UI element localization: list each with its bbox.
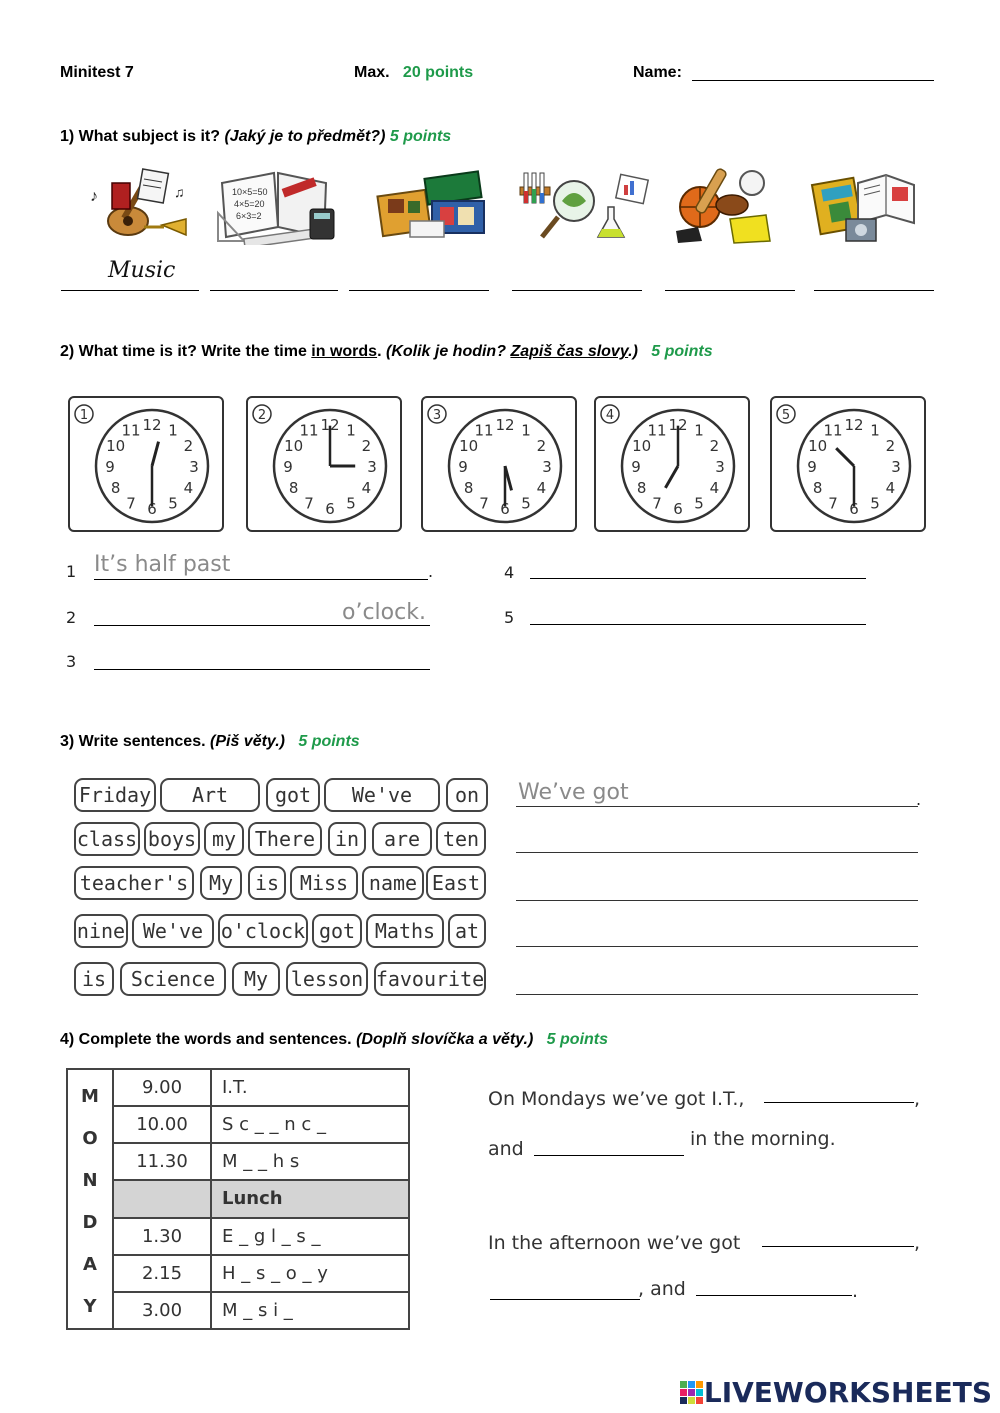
time-example-2: o’clock.	[342, 600, 426, 625]
word-tile[interactable]: There	[248, 822, 322, 856]
example-sentence: We’ve got	[518, 780, 629, 805]
clock-number: 3	[367, 458, 377, 476]
word-tile[interactable]: got	[312, 914, 362, 948]
monday-sentence-3: In the afternoon we’ve got	[488, 1232, 741, 1254]
question-4-heading: 4) Complete the words and sentences. (Doplň slovíčka a věty.) 5 points	[60, 1031, 609, 1048]
sentence-answer-5[interactable]	[516, 994, 918, 995]
timetable-subject-blank[interactable]: S c _ _ n c _	[211, 1106, 409, 1143]
english-books-icon	[810, 163, 922, 245]
word-tile[interactable]: name	[362, 866, 424, 900]
question-2-heading: 2) What time is it? Write the time in words. (Kolik je hodin? Zapiš čas slovy.) 5 points	[60, 343, 713, 360]
word-tile[interactable]: Science	[120, 962, 226, 996]
word-tile[interactable]: East	[426, 866, 486, 900]
clock-number: 2	[361, 437, 372, 455]
clock-number: 11	[299, 421, 319, 440]
clock-face-4	[596, 398, 748, 530]
clock-number: 5	[346, 494, 356, 513]
clock-number: 4	[885, 479, 896, 497]
worksheet-title: Minitest 7	[60, 64, 134, 81]
timetable-time: 1.30	[113, 1218, 211, 1255]
clock-number: 1	[694, 421, 704, 440]
word-tile[interactable]: at	[448, 914, 486, 948]
time-answer-number-3: 3	[66, 652, 77, 671]
word-tile[interactable]: My	[232, 962, 280, 996]
clock-number: 5	[521, 494, 531, 513]
subject-answer-6[interactable]	[814, 290, 934, 291]
timetable-time: 11.30	[113, 1143, 211, 1180]
word-tile[interactable]: in	[328, 822, 366, 856]
sports-equipment-icon	[670, 163, 780, 245]
sentence-answer-3[interactable]	[516, 900, 918, 901]
timetable-time: 2.15	[113, 1255, 211, 1292]
clock-number: 12	[142, 416, 162, 434]
clock-number: 1	[870, 421, 880, 440]
clock-number: 9	[807, 458, 817, 476]
time-answer-5[interactable]	[530, 624, 866, 625]
word-tile[interactable]: o'clock	[218, 914, 308, 948]
subject-answer-1[interactable]	[61, 290, 199, 291]
name-input-line[interactable]	[692, 80, 934, 81]
clock-number: 6	[673, 500, 683, 518]
word-tile[interactable]: My	[200, 866, 242, 900]
clock-number: 12	[320, 416, 340, 434]
clock-number: 8	[110, 479, 121, 497]
clock-card-3	[421, 396, 577, 532]
clock-number: 1	[168, 421, 178, 440]
clock-number: 4	[709, 479, 720, 497]
clock-label: 4	[605, 408, 615, 423]
question-3-heading: 3) Write sentences. (Piš věty.) 5 points	[60, 733, 360, 750]
clock-label: 5	[781, 408, 791, 423]
maths-books-icon	[214, 163, 342, 245]
time-answer-number-2: 2	[66, 608, 77, 627]
timetable-time: 3.00	[113, 1292, 211, 1329]
clock-number: 6	[325, 500, 335, 518]
timetable-time: 9.00	[113, 1069, 211, 1106]
clock-number: 7	[126, 494, 136, 513]
example-answer-music: Music	[108, 258, 176, 283]
clock-number: 11	[647, 421, 667, 440]
clock-number: 8	[812, 479, 823, 497]
subject-answer-2[interactable]	[210, 290, 338, 291]
time-answer-number-1: 1	[66, 562, 77, 581]
word-tile[interactable]: got	[266, 778, 320, 812]
word-tile[interactable]: are	[372, 822, 432, 856]
sentence-end-1: .	[916, 790, 922, 809]
timetable-subject-blank[interactable]: M _ _ h s	[211, 1143, 409, 1180]
time-answer-4[interactable]	[530, 578, 866, 579]
word-tile[interactable]: We've	[132, 914, 214, 948]
clock-number: 1	[521, 421, 531, 440]
music-instruments-icon	[82, 163, 194, 245]
clock-number: 9	[283, 458, 293, 476]
clock-number: 6	[849, 500, 859, 518]
word-tile[interactable]: is	[248, 866, 286, 900]
clock-number: 4	[536, 479, 547, 497]
clock-number: 10	[459, 437, 479, 455]
name-label: Name:	[633, 64, 682, 81]
question-4-points: 5 points	[546, 1031, 609, 1048]
clock-number: 12	[844, 416, 864, 434]
timetable-subject-blank[interactable]: H _ s _ o _ y	[211, 1255, 409, 1292]
word-tile[interactable]: Art	[160, 778, 260, 812]
clock-number: 4	[361, 479, 372, 497]
word-tile[interactable]: class	[74, 822, 140, 856]
svg-text:♪: ♪	[90, 188, 98, 205]
timetable-lunch-gap	[113, 1180, 211, 1217]
subject-answer-5[interactable]	[665, 290, 795, 291]
timetable-lunch: Lunch	[211, 1180, 409, 1217]
monday-answer-3[interactable]	[762, 1246, 914, 1247]
clock-number: 8	[288, 479, 299, 497]
word-tile[interactable]: Friday	[74, 778, 156, 812]
subject-answer-3[interactable]	[349, 290, 489, 291]
clock-number: 10	[632, 437, 652, 455]
clock-card-5	[770, 396, 926, 532]
clock-number: 8	[463, 479, 474, 497]
clock-number: 2	[536, 437, 547, 455]
monday-sentence-1: On Mondays we’ve got I.T.,	[488, 1088, 745, 1110]
time-answer-number-5: 5	[504, 608, 515, 627]
clock-card-2	[246, 396, 402, 532]
clock-number: 2	[885, 437, 896, 455]
clock-number: 9	[458, 458, 468, 476]
clock-number: 5	[168, 494, 178, 513]
word-tile[interactable]: on	[446, 778, 488, 812]
clock-number: 12	[668, 416, 688, 434]
question-1-points: 5 points	[389, 128, 452, 145]
clock-label: 1	[79, 408, 89, 423]
word-tile[interactable]: is	[74, 962, 114, 996]
word-tile[interactable]: nine	[74, 914, 128, 948]
clock-number: 10	[284, 437, 304, 455]
clock-number: 3	[715, 458, 725, 476]
clock-number: 4	[183, 479, 194, 497]
clock-number: 11	[823, 421, 843, 440]
subject-answer-4[interactable]	[512, 290, 642, 291]
monday-comma-3: ,	[914, 1232, 921, 1254]
word-tile[interactable]: ten	[436, 822, 486, 856]
clock-number: 8	[636, 479, 647, 497]
clock-number: 1	[346, 421, 356, 440]
sentence-answer-2[interactable]	[516, 852, 918, 853]
clock-number: 6	[147, 500, 157, 518]
monday-answer-5[interactable]	[696, 1295, 852, 1296]
clock-number: 11	[474, 421, 494, 440]
clock-face-1	[70, 398, 222, 530]
sentence-answer-1[interactable]	[516, 806, 918, 807]
clock-number: 2	[183, 437, 194, 455]
clock-number: 7	[479, 494, 489, 513]
science-lab-icon	[514, 163, 652, 245]
monday-sentence-2-end: in the morning.	[690, 1128, 836, 1150]
clock-face-5	[772, 398, 924, 530]
monday-answer-2[interactable]	[534, 1155, 684, 1156]
monday-answer-1[interactable]	[764, 1102, 914, 1103]
word-tile[interactable]: boys	[144, 822, 200, 856]
timetable-subject-blank[interactable]: M _ s i _	[211, 1292, 409, 1329]
history-books-icon	[370, 163, 492, 245]
word-tile[interactable]: lesson	[286, 962, 368, 996]
clock-number: 9	[631, 458, 641, 476]
clock-number: 3	[891, 458, 901, 476]
time-answer-end-1: .	[428, 562, 434, 581]
svg-text:10×5=50: 10×5=50	[232, 187, 268, 197]
time-answer-1[interactable]	[94, 579, 428, 580]
clock-card-4	[594, 396, 750, 532]
word-tile[interactable]: favourite	[374, 962, 486, 996]
monday-timetable	[66, 1068, 410, 1330]
clock-number: 6	[500, 500, 510, 518]
question-1-heading: 1) What subject is it? (Jaký je to předmět?) 5 points	[60, 128, 452, 145]
word-tile[interactable]: We've	[324, 778, 440, 812]
time-example-1: It’s half past	[94, 552, 231, 577]
max-label: Max. 20 points	[354, 64, 474, 81]
time-answer-number-4: 4	[504, 563, 515, 582]
monday-comma-1: ,	[914, 1088, 921, 1110]
clock-number: 7	[304, 494, 314, 513]
svg-text:6×3=2: 6×3=2	[236, 211, 262, 221]
clock-number: 3	[189, 458, 199, 476]
clock-number: 2	[709, 437, 720, 455]
timetable-subject-blank[interactable]: E _ g l _ s _	[211, 1218, 409, 1255]
liveworksheets-logo-icon	[680, 1381, 704, 1405]
timetable-subject: I.T.	[211, 1069, 409, 1106]
word-tile[interactable]: Miss	[290, 866, 358, 900]
clock-number: 5	[870, 494, 880, 513]
clock-number: 7	[652, 494, 662, 513]
svg-text:4×5=20: 4×5=20	[234, 199, 265, 209]
clock-number: 10	[106, 437, 126, 455]
monday-answer-4[interactable]	[490, 1299, 640, 1300]
question-2-points: 5 points	[651, 343, 713, 360]
clock-number: 11	[121, 421, 141, 440]
day-column: M O N D A Y	[67, 1069, 113, 1329]
time-answer-2[interactable]	[94, 625, 430, 626]
clock-card-1	[68, 396, 224, 532]
clock-face-2	[248, 398, 400, 530]
sentence-answer-4[interactable]	[516, 946, 918, 947]
monday-sentence-4-mid: , and	[638, 1278, 686, 1300]
monday-sentence-4-end: .	[852, 1280, 859, 1302]
clock-label: 2	[257, 408, 267, 423]
svg-text:♫: ♫	[174, 184, 185, 200]
max-points: 20 points	[402, 64, 474, 81]
word-tile[interactable]: teacher's	[74, 866, 194, 900]
clock-label: 3	[432, 408, 442, 423]
clock-number: 5	[694, 494, 704, 513]
word-tile[interactable]: Maths	[366, 914, 444, 948]
clock-number: 3	[542, 458, 552, 476]
clock-number: 10	[808, 437, 828, 455]
clock-number: 12	[495, 416, 515, 434]
timetable-time: 10.00	[113, 1106, 211, 1143]
liveworksheets-brand[interactable]: LIVEWORKSHEETS	[680, 1376, 992, 1409]
monday-sentence-2-start: and	[488, 1138, 524, 1160]
clock-face-3	[423, 398, 575, 530]
clock-number: 7	[828, 494, 838, 513]
time-answer-3[interactable]	[94, 669, 430, 670]
word-tile[interactable]: my	[204, 822, 244, 856]
clock-number: 9	[105, 458, 115, 476]
question-3-points: 5 points	[298, 733, 360, 750]
